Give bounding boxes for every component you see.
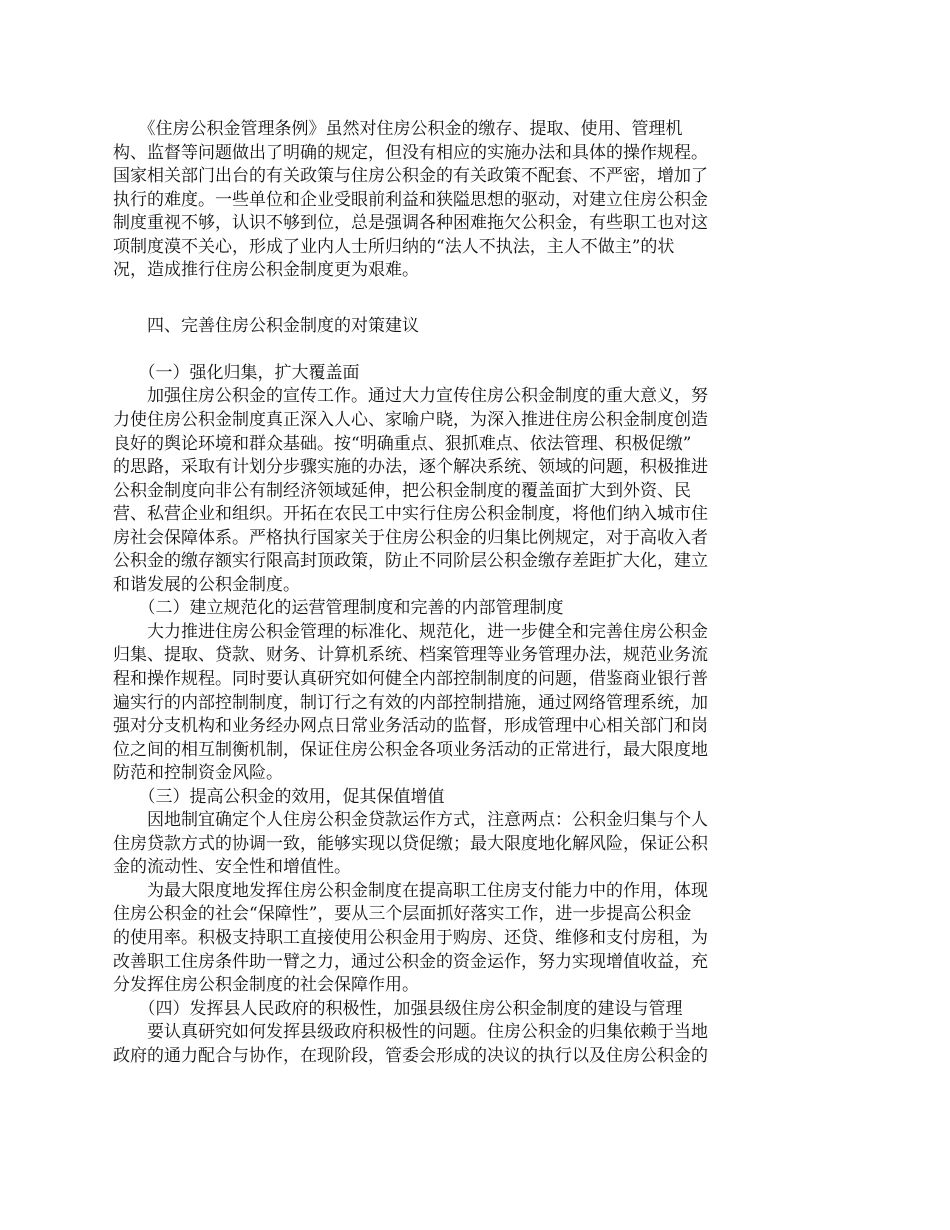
text-line: 因地制宜确定个人住房公积金贷款运作方式，注意两点：公积金归集与个人: [113, 810, 708, 830]
text-line: 大力推进住房公积金管理的标准化、规范化，进一步健全和完善住房公积金: [113, 622, 708, 642]
text-line: 良好的舆论环境和群众基础。按“明确重点、狠抓难点、依法管理、积极促缴”: [113, 434, 692, 454]
text-line: 程和操作规程。同时要认真研究如何健全内部控制制度的问题，借鉴商业银行普: [113, 669, 708, 689]
subsection-heading: （一）强化归集，扩大覆盖面: [113, 363, 360, 383]
text-line: 为最大限度地发挥住房公积金制度在提高职工住房支付能力中的作用，体现: [113, 881, 708, 901]
text-line: 的使用率。积极支持职工直接使用公积金用于购房、还贷、维修和支付房租，为: [113, 928, 708, 948]
text-line: 营、私营企业和组织。开拓在农民工中实行住房公积金制度，将他们纳入城市住: [113, 504, 708, 524]
text-line: 《住房公积金管理条例》虽然对住房公积金的缴存、提取、使用、管理机: [113, 119, 683, 139]
text-line: 要认真研究如何发挥县级政府积极性的问题。住房公积金的归集依赖于当地: [113, 1022, 708, 1042]
text-line: 金的流动性、安全性和增值性。: [113, 857, 351, 877]
text-line: 国家相关部门出台的有关政策与住房公积金的有关政策不配套、不严密，增加了: [113, 166, 708, 186]
subsection-heading: （四）发挥县人民政府的积极性，加强县级住房公积金制度的建设与管理: [113, 999, 683, 1019]
text-line: 公积金制度向非公有制经济领域延伸，把公积金制度的覆盖面扩大到外资、民: [113, 481, 691, 501]
text-line: 力使住房公积金制度真正深入人心、家喻户晓，为深入推进住房公积金制度创造: [113, 410, 708, 430]
text-line: 构、监督等问题做出了明确的规定，但没有相应的实施办法和具体的操作规程。: [113, 143, 708, 163]
text-line: 执行的难度。一些单位和企业受眼前利益和狭隘思想的驱动，对建立住房公积金: [113, 190, 708, 210]
text-line: 政府的通力配合与协作，在现阶段，管委会形成的决议的执行以及住房公积金的: [113, 1046, 708, 1066]
text-line: 住房贷款方式的协调一致，能够实现以贷促缴；最大限度地化解风险，保证公积: [113, 834, 708, 854]
text-line: 的思路，采取有计划分步骤实施的办法，逐个解决系统、领域的问题，积极推进: [113, 457, 708, 477]
text-line: 归集、提取、贷款、财务、计算机系统、档案管理等业务管理办法，规范业务流: [113, 645, 708, 665]
text-line: 遍实行的内部控制制度，制订行之有效的内部控制措施，通过网络管理系统，加: [113, 693, 708, 713]
subsection-heading: （二）建立规范化的运营管理制度和完善的内部管理制度: [113, 598, 564, 618]
text-line: 况，造成推行住房公积金制度更为艰难。: [113, 260, 419, 280]
subsection-heading: （三）提高公积金的效用，促其保值增值: [113, 787, 445, 807]
text-line: 分发挥住房公积金制度的社会保障作用。: [113, 975, 419, 995]
text-line: 强对分支机构和业务经办网点日常业务活动的监督，形成管理中心相关部门和岗: [113, 716, 708, 736]
section-heading: 四、完善住房公积金制度的对策建议: [113, 316, 419, 336]
text-line: 房社会保障体系。严格执行国家关于住房公积金的归集比例规定，对于高收入者: [113, 528, 708, 548]
text-line: 防范和控制资金风险。: [113, 763, 283, 783]
text-line: 公积金的缴存额实行限高封顶政策，防止不同阶层公积金缴存差距扩大化，建立: [113, 551, 708, 571]
text-line: 住房公积金的社会“保障性”，要从三个层面抓好落实工作，进一步提高公积金: [113, 904, 692, 924]
text-line: 位之间的相互制衡机制，保证住房公积金各项业务活动的正常进行，最大限度地: [113, 740, 708, 760]
text-line: 项制度漠不关心，形成了业内人士所归纳的“法人不执法，主人不做主”的状: [113, 237, 675, 257]
text-line: 和谐发展的公积金制度。: [113, 575, 300, 595]
text-line: 改善职工住房条件助一臂之力，通过公积金的资金运作，努力实现增值收益，充: [113, 952, 708, 972]
text-line: 制度重视不够，认识不够到位，总是强调各种困难拖欠公积金，有些职工也对这: [113, 213, 708, 233]
text-line: 加强住房公积金的宣传工作。通过大力宣传住房公积金制度的重大意义，努: [113, 386, 708, 406]
